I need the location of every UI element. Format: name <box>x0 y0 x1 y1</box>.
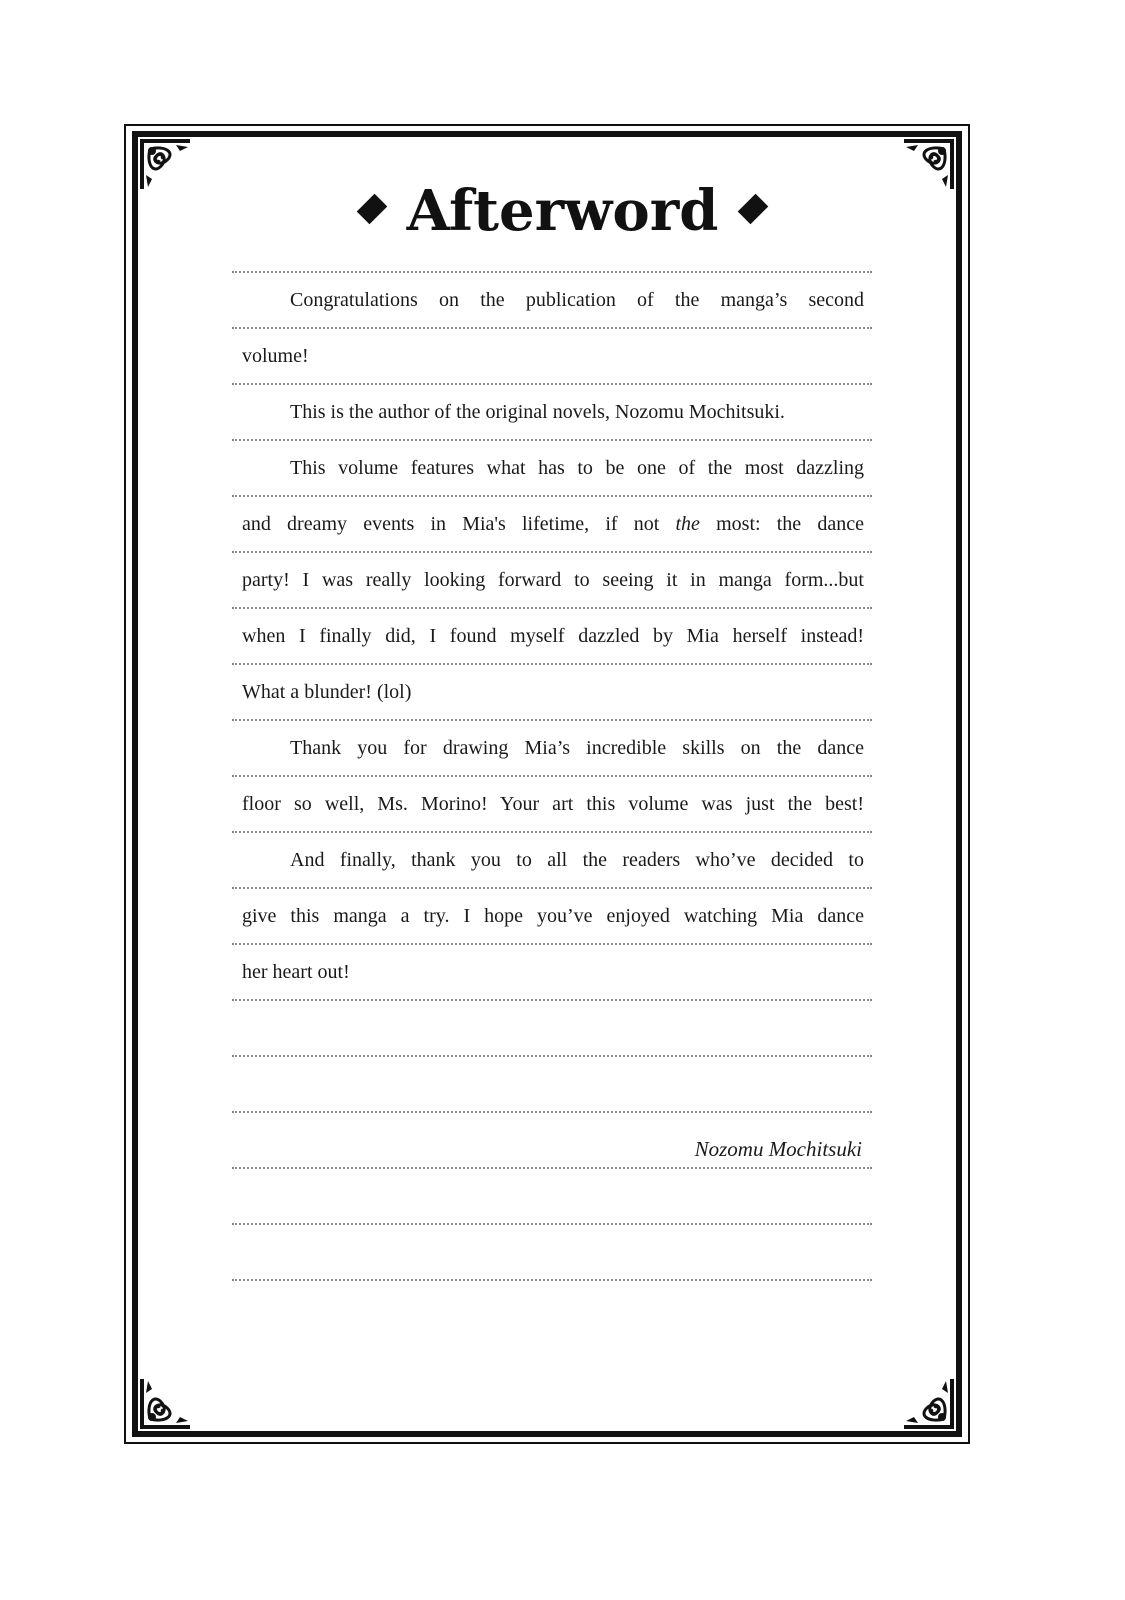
ruled-line <box>232 495 872 497</box>
italic-word: the <box>675 513 700 535</box>
text-line: This is the author of the original novels, Nozomu Mochitsuki. <box>290 401 785 423</box>
ruled-line <box>232 1111 872 1113</box>
text-line: her heart out! <box>242 961 350 983</box>
ruled-line <box>232 999 872 1001</box>
ruled-line <box>232 663 872 665</box>
text-line: What a blunder! (lol) <box>242 681 412 703</box>
ruled-line <box>232 1167 872 1169</box>
text-line: This volume features what has to be one of the most dazzling <box>290 457 864 479</box>
diamond-icon <box>738 194 769 225</box>
ruled-line <box>232 1055 872 1057</box>
text-line: And finally, thank you to all the readers who’ve decided to <box>290 849 864 871</box>
text-segment: most: the dance <box>699 513 864 535</box>
corner-ornament-icon <box>900 1375 958 1433</box>
signature: Nozomu Mochitsuki <box>694 1137 862 1161</box>
ruled-line <box>232 327 872 329</box>
diamond-icon <box>356 194 387 225</box>
text-line-with-italic <box>242 509 864 539</box>
ruled-line <box>232 607 872 609</box>
text-line: when I finally did, I found myself dazzled by Mia herself instead! <box>242 625 864 647</box>
text-segment: and dreamy events in Mia's lifetime, if not <box>242 513 676 535</box>
ruled-line <box>232 1223 872 1225</box>
text-line: party! I was really looking forward to seeing it in manga form...but <box>242 569 864 591</box>
ruled-line <box>232 1279 872 1281</box>
ruled-line <box>232 775 872 777</box>
ruled-line <box>232 719 872 721</box>
text-line: volume! <box>242 345 309 367</box>
text-line: floor so well, Ms. Morino! Your art this volume was just the best! <box>242 793 864 815</box>
ruled-line <box>232 887 872 889</box>
corner-ornament-icon <box>136 1375 194 1433</box>
title-text: Afterword <box>406 178 719 244</box>
text-line: Thank you for drawing Mia’s incredible skills on the dance <box>290 737 864 759</box>
ruled-line <box>232 551 872 553</box>
ruled-line <box>232 943 872 945</box>
ruled-line <box>232 271 872 273</box>
text-line: give this manga a try. I hope you’ve enjoyed watching Mia dance <box>242 905 864 927</box>
page-title <box>0 176 1125 246</box>
ruled-line <box>232 831 872 833</box>
ruled-line <box>232 439 872 441</box>
ruled-line <box>232 383 872 385</box>
text-line: Congratulations on the publication of the manga’s second <box>290 289 864 311</box>
